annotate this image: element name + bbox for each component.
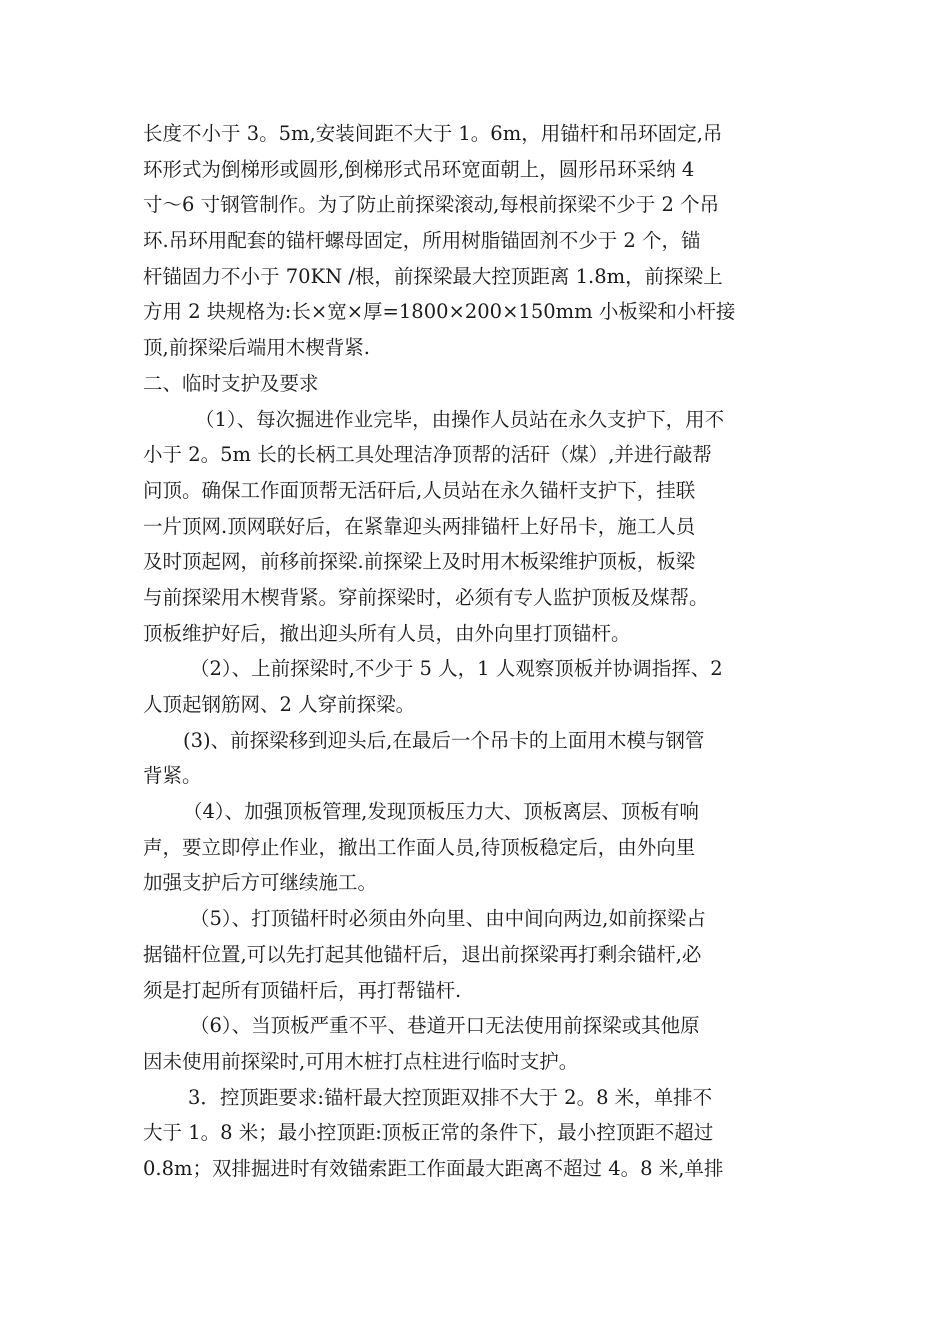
text-line: 大于 1。8 米；最小控顶距:顶板正常的条件下，最小控顶距不超过 <box>143 1121 714 1145</box>
text-line: （5）、打顶锚杆时必须由外向里、由中间向两边,如前探梁占 <box>190 907 706 931</box>
text-line: （1）、每次掘进作业完毕，由操作人员站在永久支护下，用不 <box>195 407 725 431</box>
text-line: 环形式为倒梯形或圆形,倒梯形式吊环宽面朝上，圆形吊环采纳 4 <box>143 157 695 181</box>
text-line: 小于 2。5m 长的长柄工具处理洁净顶帮的活矸（煤）,并进行敲帮 <box>143 443 712 467</box>
text-line: 加强支护后方可继续施工。 <box>143 871 378 895</box>
text-line: （4）、加强顶板管理,发现顶板压力大、顶板离层、顶板有响 <box>183 800 699 824</box>
text-line: 问顶。确保工作面顶帮无活矸后,人员站在永久锚杆支护下，挂联 <box>143 478 696 502</box>
text-line: 一片顶网.顶网联好后，在紧靠迎头两排锚杆上好吊卡，施工人员 <box>143 514 696 538</box>
document-body <box>143 116 811 1187</box>
text-line: 须是打起所有顶锚杆后，再打帮锚杆. <box>143 978 462 1002</box>
text-line: (3)、前探梁移到迎头后,在最后一个吊卡的上面用木模与钢管 <box>183 728 705 752</box>
text-line: （2）、上前探梁时,不少于 5 人，1 人观察顶板并协调指挥、2 <box>190 657 723 681</box>
text-line: 长度不小于 3。5m,安装间距不大于 1。6m，用锚杆和吊环固定,吊 <box>143 122 723 145</box>
text-line: 0.8m；双排掘进时有效锚索距工作面最大距离不超过 4。8 米,单排 <box>143 1156 724 1180</box>
text-line: 顶,前探梁后端用木楔背紧. <box>143 336 370 360</box>
text-line: 顶板维护好后，撤出迎头所有人员，由外向里打顶锚杆。 <box>143 621 631 645</box>
text-line: 方用 2 块规格为:长×宽×厚=1800×200×150mm 小板梁和小杆接 <box>143 300 736 324</box>
text-line: 寸～6 寸钢管制作。为了防止前探梁滚动,每根前探梁不少于 2 个吊 <box>143 193 720 217</box>
text-line: 环.吊环用配套的锚杆螺母固定，所用树脂锚固剂不少于 2 个，锚 <box>143 229 701 253</box>
text-line: 与前探梁用木楔背紧。穿前探梁时，必须有专人监护顶板及煤帮。 <box>143 585 709 609</box>
text-line: 因未使用前探梁时,可用木桩打点柱进行临时支护。 <box>143 1049 579 1073</box>
text-line: 背紧。 <box>143 764 202 788</box>
text-line: 据锚杆位置,可以先打起其他锚杆后，退出前探梁再打剩余锚杆,必 <box>143 942 702 966</box>
section-heading: 二、临时支护及要求 <box>143 371 319 395</box>
text-line: 声，要立即停止作业，撤出工作面人员,待顶板稳定后，由外向里 <box>143 835 696 859</box>
text-line: 及时顶起网，前移前探梁.前探梁上及时用木板梁维护顶板，板梁 <box>143 550 696 574</box>
text-line: 杆锚固力不小于 70KN /根，前探梁最大控顶距离 1.8m，前探梁上 <box>143 264 723 288</box>
text-line: （6）、当顶板严重不平、巷道开口无法使用前探梁或其他原 <box>190 1014 700 1038</box>
text-line: 3．控顶距要求:锚杆最大控顶距双排不大于 2。8 米，单排不 <box>188 1085 713 1109</box>
text-line: 人顶起钢筋网、2 人穿前探梁。 <box>143 693 416 716</box>
